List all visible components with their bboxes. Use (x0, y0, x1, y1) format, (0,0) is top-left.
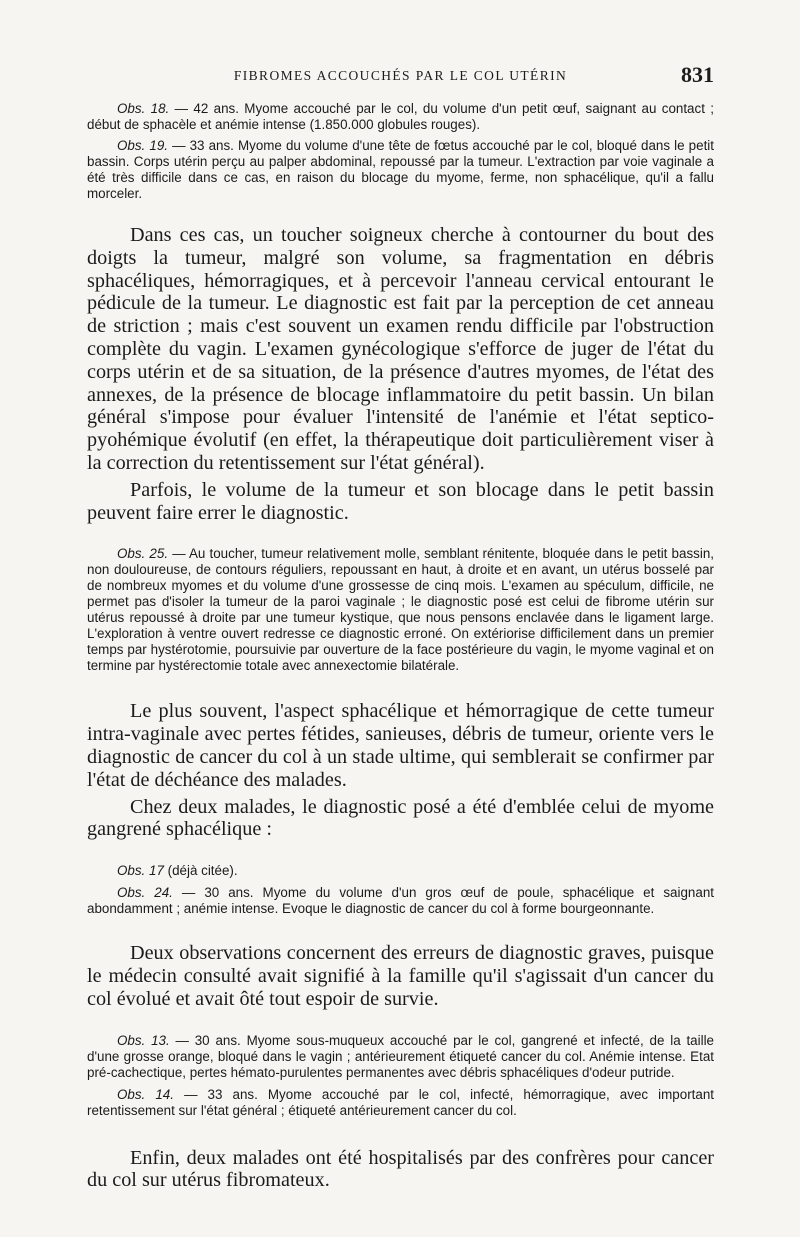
observations-13-14 (87, 1033, 714, 1119)
observation-text: — 42 ans. Myome accouché par le col, du volume d'un petit œuf, saignant au contact ; début de sphacèle et anémie intense (1.850.000 globules rouges). (87, 101, 714, 132)
observation-text: — 30 ans. Myome du volume d'un gros œuf de poule, sphacélique et saignant abondamment ; anémie intense. Evoque le diagnostic de cancer du col à forme bourgeonnante. (87, 885, 714, 917)
observations-17-24 (87, 863, 714, 917)
observation-25-block (87, 546, 714, 674)
observation-label: Obs. 17 (117, 863, 164, 879)
observation-19 (87, 138, 714, 202)
observation-text: — 33 ans. Myome du volume d'une tête de fœtus accouché par le col, bloqué dans le petit bassin. Corps utérin perçu au palper abdominal, repoussé par la tumeur. L'extraction par voie vaginale a été très difficile dans ce cas, en raison du blocage du myome, ferme, non sphacélique, qu'il a fallu morceler. (87, 138, 714, 201)
observation-label: Obs. 25. (117, 546, 169, 562)
body-paragraph-aspect: Le plus souvent, l'aspect sphacélique et hémorragique de cette tumeur intra-vaginale avec pertes fétides, sanieuses, débris de tumeur, oriente vers le diagnostic de cancer du col à un stade ultime, qui semblerait se confirmer par l'état de déchéance des malades. (87, 700, 714, 791)
observation-label: Obs. 24. (117, 885, 173, 901)
observation-17 (87, 863, 714, 879)
body-paragraph-conclusion: Enfin, deux malades ont été hospitalisés par des confrères pour cancer du col sur utérus fibromateux. (87, 1146, 714, 1192)
observation-label: Obs. 13. (117, 1032, 170, 1048)
observations-18-19 (87, 101, 714, 202)
observation-24 (87, 885, 714, 917)
page-header (87, 62, 714, 90)
observation-25 (87, 546, 714, 674)
body-paragraph-serious-errors: Deux observations concernent des erreurs de diagnostic graves, puisque le médecin consulté avait signifié à la famille qu'il s'agissait d'un cancer du col évolué et avait ôté tout espoir de survie. (87, 942, 714, 1010)
observation-text: — Au toucher, tumeur relativement molle, semblant rénitente, bloquée dans le petit bassin, non douloureuse, de contours réguliers, repoussant en haut, à droite et en avant, un utérus bosselé par de nombreux myomes et du volume d'une grossesse de cinq mois. L'examen au spéculum, difficile, ne permet pas d'isoler la tumeur de la paroi vaginale ; le diagnostic posé est celui de fibrome utérin sur utérus repoussé à droite par une tumeur kystique, que nous pensons enclavée dans le ligament large. L'exploration à ventre ouvert redresse ce diagnostic erroné. On extériorise difficilement dans un premier temps par hystérotomie, poursuivie par ouverture de la face postérieure du vagin, le myome vaginal et on termine par hystérectomie totale avec annexectomie bilatérale. (87, 546, 714, 674)
observation-label: Obs. 18. (117, 101, 170, 116)
observation-14 (87, 1087, 714, 1119)
page-number: 831 (681, 62, 714, 87)
body-paragraph-errors: Parfois, le volume de la tumeur et son blocage dans le petit bassin peuvent faire errer le diagnostic. (87, 478, 714, 524)
observation-label: Obs. 19. (117, 138, 168, 153)
body-paragraph-two-patients: Chez deux malades, le diagnostic posé a été d'emblée celui de myome gangrené sphacélique : (87, 795, 714, 841)
running-title: FIBROMES ACCOUCHÉS PAR LE COL UTÉRIN (233, 68, 568, 83)
observation-13 (87, 1033, 714, 1081)
observation-text: (déjà citée). (163, 863, 238, 879)
observation-label: Obs. 14. (117, 1086, 174, 1102)
observation-text: — 33 ans. Myome accouché par le col, infecté, hémorragique, avec important retentissement sur l'état général ; étiqueté antérieurement cancer du col. (87, 1086, 714, 1118)
body-paragraph-diagnostic: Dans ces cas, un toucher soigneux cherche à contourner du bout des doigts la tumeur, malgré son volume, sa fragmentation en débris sphacéliques, hémorragiques, et à percevoir l'anneau cervical entourant le pédicule de la tumeur. Le diagnostic est fait par la perception de cet anneau de striction ; mais c'est souvent un examen rendu difficile par l'obstruction complète du vagin. L'examen gynécologique s'efforce de juger de l'état du corps utérin et de sa situation, de la présence d'autres myomes, de l'état des annexes, de la présence de blocage inflammatoire du petit bassin. Un bilan général s'impose pour évaluer l'intensité de l'anémie et l'état septico-pyohémique évolutif (en effet, la thérapeutique doit particulièrement viser à la correction du retentissement sur l'état général). (87, 224, 714, 474)
observation-text: — 30 ans. Myome sous-muqueux accouché par le col, gangrené et infecté, de la taille d'une grosse orange, bloqué dans le vagin ; antérieurement étiqueté cancer du col. Anémie intense. Etat pré-cachectique, pertes hémato-purulentes permanentes avec débris sphacéliques d'odeur putride. (87, 1032, 714, 1080)
observation-18 (87, 101, 714, 133)
